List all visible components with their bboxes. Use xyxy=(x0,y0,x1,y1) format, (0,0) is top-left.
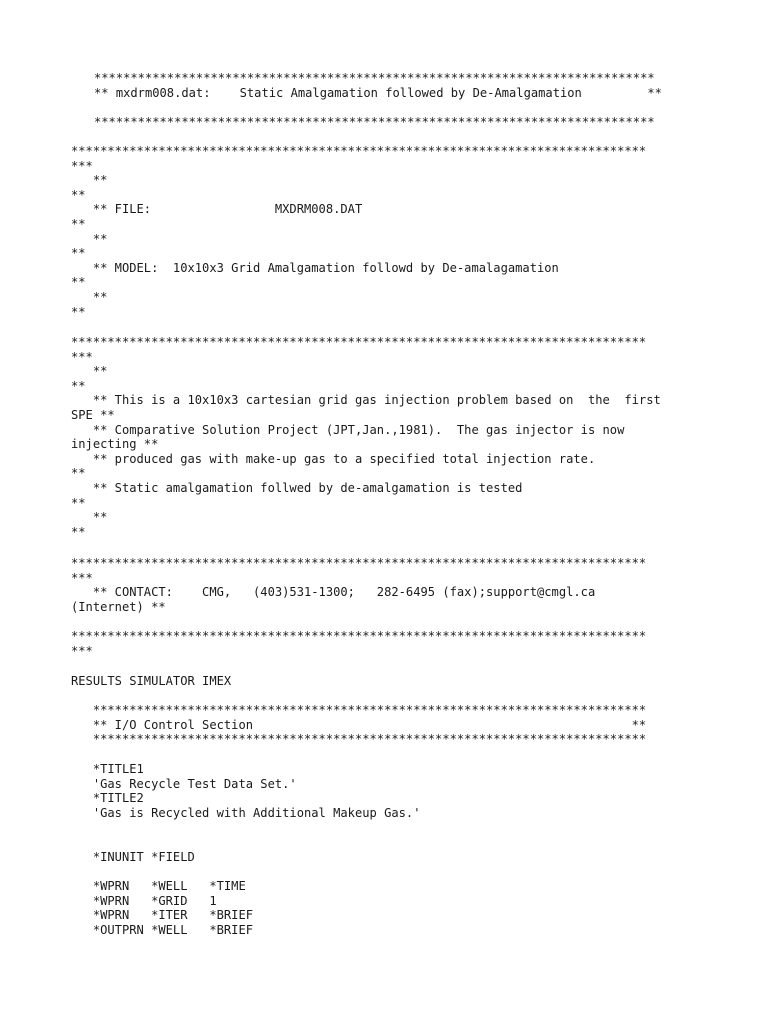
contact-section: ******************************************************************************* *** ** CONTACT: CMG, (403)531-1300; 282-6495 (fax);support@cmgl.ca (Internet) ** xyxy=(71,556,647,614)
header-banner-bottom: ***************************************************************************** xyxy=(94,115,655,129)
output-keywords: *WPRN *WELL *TIME *WPRN *GRID 1 *WPRN *ITER *BRIEF *OUTPRN *WELL *BRIEF xyxy=(92,879,254,937)
header-banner: ***************************************************************************** ** mxdrm008.dat: Static Amalgamation followed by De-Amalgamation ** xyxy=(94,71,662,100)
title-keywords: *TITLE1 'Gas Recycle Test Data Set.' *TITLE2 'Gas is Recycled with Additional Makeup Gas.' xyxy=(92,762,421,820)
description-section: ******************************************************************************* *** ** ** ** This is a 10x10x3 cartesian grid gas injection problem based on the first SPE ** ** Comparative Solution Project (JPT,Jan.,1981). The gas injector is now injecting ** ** produced gas with make-up gas to a specified total injection rate. ** ** Static amalgamation follwed by de-amalgamation is tested ** ** ** xyxy=(71,335,661,539)
inunit-keyword: *INUNIT *FIELD xyxy=(71,850,195,864)
io-control-banner: **************************************************************************** ** I/O Control Section ** **************************************************************************** xyxy=(92,703,647,747)
contact-section-end: ******************************************************************************* *** xyxy=(71,629,647,658)
file-model-section: ******************************************************************************* *** ** ** ** FILE: MXDRM008.DAT ** ** ** ** MODEL: 10x10x3 Grid Amalgamation followd by De-amalagamation ** ** ** xyxy=(71,144,647,319)
results-simulator-line: RESULTS SIMULATOR IMEX xyxy=(71,674,232,688)
